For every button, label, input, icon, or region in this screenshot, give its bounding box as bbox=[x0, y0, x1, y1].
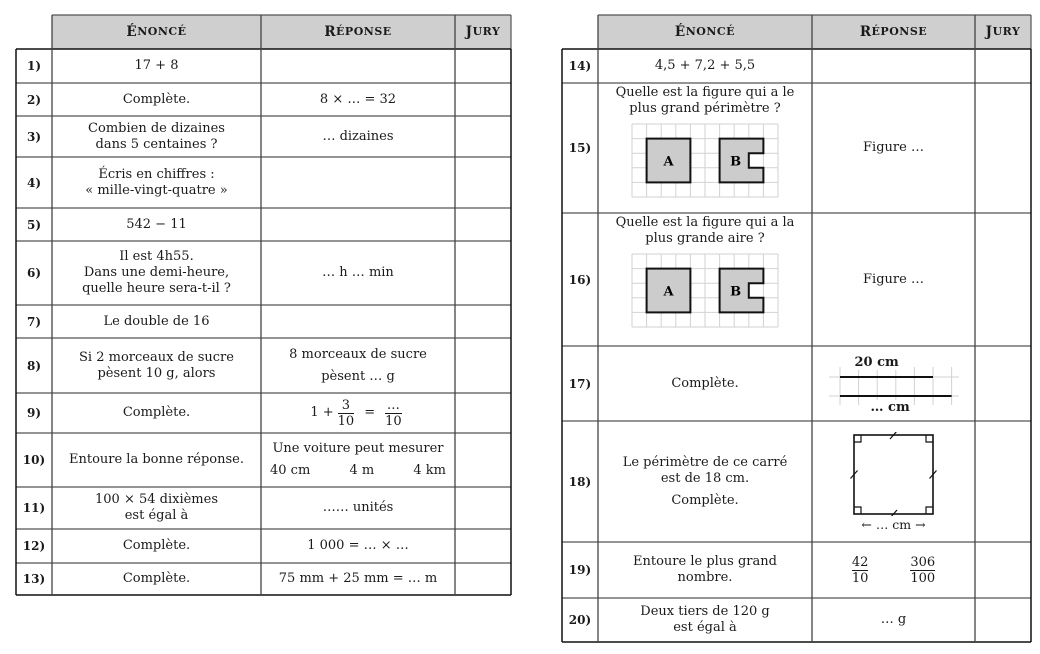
enonce-cell bbox=[52, 83, 261, 116]
question-number-text: 14) bbox=[568, 59, 592, 73]
reponse-text bbox=[289, 347, 427, 385]
answer-choice: 40 cm bbox=[270, 463, 311, 478]
jury-cell[interactable] bbox=[455, 433, 511, 487]
question-number-text: 17) bbox=[568, 376, 592, 391]
reponse-cell bbox=[261, 338, 455, 393]
header-enonce bbox=[52, 15, 261, 49]
enonce-text bbox=[95, 492, 218, 524]
fraction-right bbox=[385, 398, 402, 429]
reponse-cell bbox=[261, 529, 455, 563]
question-number bbox=[16, 157, 52, 208]
question-number-text: 6) bbox=[26, 266, 42, 280]
question-number-text: 15) bbox=[568, 141, 592, 155]
question-number bbox=[16, 208, 52, 241]
enonce-cell bbox=[598, 421, 812, 542]
reponse-text-line: 75 mm + 25 mm = … m bbox=[278, 571, 438, 586]
reponse-text bbox=[270, 441, 446, 479]
answer-choices bbox=[270, 463, 446, 479]
fraction-choice-denominator: 100 bbox=[910, 570, 936, 586]
enonce-cell bbox=[598, 49, 812, 83]
enonce-text-line: Le double de 16 bbox=[103, 313, 210, 329]
question-number bbox=[562, 346, 598, 421]
reponse-text-line: … g bbox=[880, 612, 907, 627]
enonce-text bbox=[82, 249, 231, 297]
enonce-cell bbox=[52, 393, 261, 433]
jury-cell[interactable] bbox=[975, 421, 1031, 542]
enonce-text bbox=[616, 85, 795, 198]
enonce-text-line: 100 × 54 dixièmes bbox=[95, 492, 218, 507]
equal-side-tick bbox=[890, 510, 897, 516]
jury-cell[interactable] bbox=[975, 598, 1031, 642]
reponse-cell bbox=[261, 487, 455, 529]
enonce-text-line: nombre. bbox=[677, 570, 733, 585]
header-reponse-rest: ÉPONSE bbox=[336, 25, 392, 38]
enonce-text bbox=[88, 121, 225, 153]
enonce-text-line: Si 2 morceaux de sucre bbox=[79, 349, 234, 365]
grid-figure bbox=[631, 253, 779, 328]
enonce-text-line: Écris en chiffres : bbox=[98, 166, 215, 182]
reponse-text-line: 1 000 = … × … bbox=[307, 538, 409, 553]
jury-cell[interactable] bbox=[455, 208, 511, 241]
reponse-cell bbox=[261, 433, 455, 487]
enonce-text-line: 17 + 8 bbox=[134, 58, 179, 73]
enonce-text-line: est égal à bbox=[124, 508, 189, 523]
header-reponse bbox=[261, 15, 455, 49]
question-number bbox=[16, 433, 52, 487]
right-angle-mark bbox=[926, 507, 933, 514]
enonce-cell bbox=[598, 598, 812, 642]
question-number-text: 2) bbox=[26, 92, 42, 107]
question-number-text: 1) bbox=[26, 59, 42, 73]
question-number-text: 13) bbox=[22, 572, 46, 586]
question-number bbox=[16, 116, 52, 157]
reponse-cell bbox=[812, 49, 975, 83]
enonce-text bbox=[616, 215, 795, 328]
fraction-left-numerator: 3 bbox=[341, 397, 351, 413]
reponse-text-line: … dizaines bbox=[322, 128, 394, 144]
jury-cell[interactable] bbox=[455, 487, 511, 529]
reponse-text-line: 8 morceaux de sucre bbox=[289, 346, 427, 362]
header-reponse-initial: R bbox=[859, 24, 872, 40]
enonce-text bbox=[104, 314, 210, 330]
enonce-cell bbox=[52, 305, 261, 338]
reponse-text-line: Figure … bbox=[863, 271, 924, 287]
square-figure bbox=[846, 432, 942, 516]
enonce-text-line: 4,5 + 7,2 + 5,5 bbox=[654, 58, 756, 73]
jury-cell[interactable] bbox=[975, 83, 1031, 213]
enonce-cell bbox=[52, 487, 261, 529]
jury-cell[interactable] bbox=[455, 563, 511, 595]
enonce-text bbox=[640, 604, 769, 636]
segment-bottom-label: … cm bbox=[870, 399, 910, 415]
reponse-cell bbox=[812, 542, 975, 598]
reponse-cell bbox=[812, 83, 975, 213]
jury-cell[interactable] bbox=[455, 338, 511, 393]
reponse-cell bbox=[261, 305, 455, 338]
right-angle-mark bbox=[926, 435, 933, 442]
question-number bbox=[16, 83, 52, 116]
figure-b-label: B bbox=[730, 154, 742, 170]
reponse-text bbox=[863, 272, 924, 288]
square-side-label: ← … cm → bbox=[861, 516, 926, 532]
reponse-cell bbox=[812, 213, 975, 346]
enonce-text-line: Complète. bbox=[122, 405, 191, 420]
jury-cell[interactable] bbox=[455, 116, 511, 157]
jury-cell[interactable] bbox=[455, 305, 511, 338]
header-reponse-initial: R bbox=[324, 24, 337, 40]
enonce-cell bbox=[52, 49, 261, 83]
enonce-cell bbox=[598, 83, 812, 213]
answer-choice: 4 km bbox=[413, 463, 446, 478]
fraction-choice-numerator: 306 bbox=[910, 554, 936, 570]
figure-a-label: A bbox=[663, 154, 674, 170]
reponse-text bbox=[307, 538, 409, 554]
enonce-text bbox=[126, 217, 187, 233]
header-enonce bbox=[598, 15, 812, 49]
enonce-text-line: Combien de dizaines bbox=[88, 120, 225, 136]
fraction-right-denominator: 10 bbox=[385, 413, 402, 429]
enonce-text-line: Quelle est la figure qui a la bbox=[615, 215, 795, 230]
enonce-text-line: dans 5 centaines ? bbox=[95, 136, 218, 152]
enonce-text-line: « mille-vingt-quatre » bbox=[85, 182, 228, 198]
jury-cell[interactable] bbox=[455, 529, 511, 563]
answer-choice: 4 m bbox=[349, 463, 375, 478]
jury-cell[interactable] bbox=[975, 542, 1031, 598]
question-number bbox=[562, 213, 598, 346]
question-number-text: 10) bbox=[22, 453, 46, 467]
fraction-choice-numerator: 42 bbox=[851, 554, 869, 570]
enonce-text-line: Quelle est la figure qui a le bbox=[615, 85, 795, 100]
question-number bbox=[16, 393, 52, 433]
enonce-text-line: Entoure le plus grand bbox=[633, 554, 777, 569]
segment-diagram bbox=[829, 351, 959, 417]
header-enonce-initial: É bbox=[674, 24, 686, 40]
fraction-choice bbox=[910, 555, 935, 586]
reponse-cell bbox=[261, 116, 455, 157]
enonce-cell bbox=[52, 208, 261, 241]
enonce-text bbox=[69, 452, 244, 468]
fraction-choice-denominator: 10 bbox=[851, 570, 869, 586]
reponse-text bbox=[323, 500, 394, 516]
figure-a-label: A bbox=[663, 284, 674, 300]
reponse-text bbox=[322, 265, 394, 281]
enonce-cell bbox=[598, 346, 812, 421]
square-diagram bbox=[846, 432, 942, 532]
fraction-left-denominator: 10 bbox=[337, 413, 355, 429]
reponse-cell bbox=[812, 346, 975, 421]
enonce-text-line: Deux tiers de 120 g bbox=[640, 604, 770, 619]
jury-cell[interactable] bbox=[975, 346, 1031, 421]
segment-top-label: 20 cm bbox=[854, 354, 899, 370]
reponse-text bbox=[881, 612, 906, 628]
header-jury-rest: URY bbox=[992, 25, 1021, 38]
enonce-text-line: est égal à bbox=[673, 620, 737, 635]
reponse-cell bbox=[812, 421, 975, 542]
question-number bbox=[16, 338, 52, 393]
enonce-text bbox=[655, 58, 755, 74]
enonce-text-line: quelle heure sera-t-il ? bbox=[82, 281, 231, 296]
question-number-text: 19) bbox=[568, 563, 592, 577]
question-number bbox=[16, 563, 52, 595]
jury-cell[interactable] bbox=[975, 49, 1031, 83]
enonce-text-line: Complète. bbox=[122, 538, 191, 553]
question-number bbox=[562, 49, 598, 83]
enonce-text-line: pèsent 10 g, alors bbox=[97, 365, 216, 381]
question-number bbox=[16, 241, 52, 305]
enonce-cell bbox=[598, 213, 812, 346]
question-number-text: 9) bbox=[26, 406, 42, 420]
question-number-text: 16) bbox=[568, 272, 592, 287]
question-number bbox=[16, 49, 52, 83]
enonce-text bbox=[123, 92, 190, 108]
fraction-choice bbox=[852, 555, 869, 586]
jury-cell[interactable] bbox=[455, 83, 511, 116]
right-angle-mark bbox=[854, 435, 861, 442]
header-jury-initial: J bbox=[985, 24, 993, 40]
fraction-equation bbox=[310, 398, 405, 429]
header-enonce-initial: É bbox=[126, 24, 138, 40]
equals-sign: = bbox=[364, 405, 376, 420]
reponse-text-line: Une voiture peut mesurer bbox=[272, 441, 444, 456]
enonce-text bbox=[79, 350, 234, 382]
enonce-text bbox=[123, 571, 190, 587]
question-number bbox=[562, 598, 598, 642]
header-jury-initial: J bbox=[465, 24, 473, 40]
enonce-text bbox=[623, 455, 788, 509]
header-reponse-rest: ÉPONSE bbox=[871, 25, 928, 38]
enonce-text bbox=[633, 554, 777, 586]
jury-cell[interactable] bbox=[455, 241, 511, 305]
enonce-cell bbox=[52, 338, 261, 393]
enonce-text-line: Complète. bbox=[122, 91, 191, 107]
question-number-text: 3) bbox=[26, 129, 42, 144]
reponse-cell bbox=[261, 49, 455, 83]
reponse-text-line: …… unités bbox=[322, 500, 394, 515]
question-number-text: 11) bbox=[22, 501, 46, 515]
question-number bbox=[16, 487, 52, 529]
enonce-text bbox=[85, 167, 227, 199]
right-angle-mark bbox=[854, 507, 861, 514]
enonce-text-line: est de 18 cm. bbox=[660, 470, 750, 486]
reponse-text bbox=[320, 92, 396, 108]
reponse-text-line: pèsent … g bbox=[321, 368, 395, 384]
enonce-text bbox=[671, 376, 738, 392]
enonce-text-line: 542 − 11 bbox=[126, 216, 187, 232]
reponse-text-line: … h … min bbox=[322, 265, 394, 280]
square-outline bbox=[854, 435, 933, 514]
figure-b-shape bbox=[720, 269, 764, 313]
reponse-text-line: Figure … bbox=[863, 140, 924, 155]
question-number bbox=[562, 421, 598, 542]
enonce-text-line: plus grande aire ? bbox=[645, 231, 765, 246]
enonce-text-line: Dans une demi-heure, bbox=[83, 265, 230, 280]
reponse-text-line: 8 × … = 32 bbox=[319, 91, 397, 107]
question-number bbox=[562, 83, 598, 213]
reponse-cell bbox=[261, 83, 455, 116]
reponse-cell bbox=[261, 393, 455, 433]
header-jury bbox=[975, 15, 1031, 49]
reponse-text bbox=[279, 571, 437, 587]
reponse-cell bbox=[812, 598, 975, 642]
enonce-text-line: Complète. bbox=[671, 492, 739, 508]
question-number bbox=[16, 529, 52, 563]
jury-cell[interactable] bbox=[455, 393, 511, 433]
header-jury bbox=[455, 15, 511, 49]
fraction-left bbox=[338, 398, 355, 429]
fraction-right-numerator: … bbox=[386, 397, 400, 413]
jury-cell[interactable] bbox=[455, 157, 511, 208]
question-number-text: 4) bbox=[26, 175, 42, 190]
enonce-text-line: Complète. bbox=[122, 571, 191, 586]
enonce-cell bbox=[52, 563, 261, 595]
enonce-cell bbox=[52, 241, 261, 305]
enonce-cell bbox=[52, 529, 261, 563]
question-number bbox=[562, 542, 598, 598]
question-number-text: 12) bbox=[22, 539, 46, 553]
reponse-cell bbox=[261, 241, 455, 305]
figure-b-label: B bbox=[730, 284, 742, 300]
enonce-cell bbox=[52, 157, 261, 208]
enonce-text bbox=[123, 405, 190, 421]
enonce-text-line: Entoure la bonne réponse. bbox=[68, 452, 244, 467]
jury-cell[interactable] bbox=[455, 49, 511, 83]
reponse-text bbox=[863, 140, 924, 156]
question-number-text: 18) bbox=[568, 474, 592, 489]
enonce-cell bbox=[598, 542, 812, 598]
enonce-text-line: Complète. bbox=[671, 375, 739, 391]
fraction-choices bbox=[848, 555, 939, 586]
enonce-text bbox=[123, 538, 190, 554]
jury-cell[interactable] bbox=[975, 213, 1031, 346]
enonce-cell bbox=[52, 116, 261, 157]
question-number-text: 5) bbox=[26, 217, 42, 232]
enonce-text-line: plus grand périmètre ? bbox=[629, 101, 781, 116]
header-reponse bbox=[812, 15, 975, 49]
reponse-cell bbox=[261, 157, 455, 208]
header-enonce-rest: NONCÉ bbox=[685, 25, 736, 38]
figure-b-shape bbox=[720, 139, 764, 183]
reponse-text bbox=[322, 129, 393, 145]
enonce-cell bbox=[52, 433, 261, 487]
equation-lead: 1 + bbox=[310, 405, 334, 420]
reponse-cell bbox=[261, 563, 455, 595]
enonce-text-line: Il est 4h55. bbox=[119, 249, 194, 264]
header-jury-rest: URY bbox=[472, 25, 501, 38]
grid-figure bbox=[631, 123, 779, 198]
reponse-cell bbox=[261, 208, 455, 241]
question-number-text: 8) bbox=[26, 358, 42, 373]
question-number-text: 20) bbox=[568, 613, 592, 627]
header-enonce-rest: NONCÉ bbox=[137, 25, 187, 38]
question-number-text: 7) bbox=[26, 314, 42, 329]
enonce-text-line: Le périmètre de ce carré bbox=[622, 454, 788, 470]
question-number bbox=[16, 305, 52, 338]
enonce-text bbox=[135, 58, 179, 74]
